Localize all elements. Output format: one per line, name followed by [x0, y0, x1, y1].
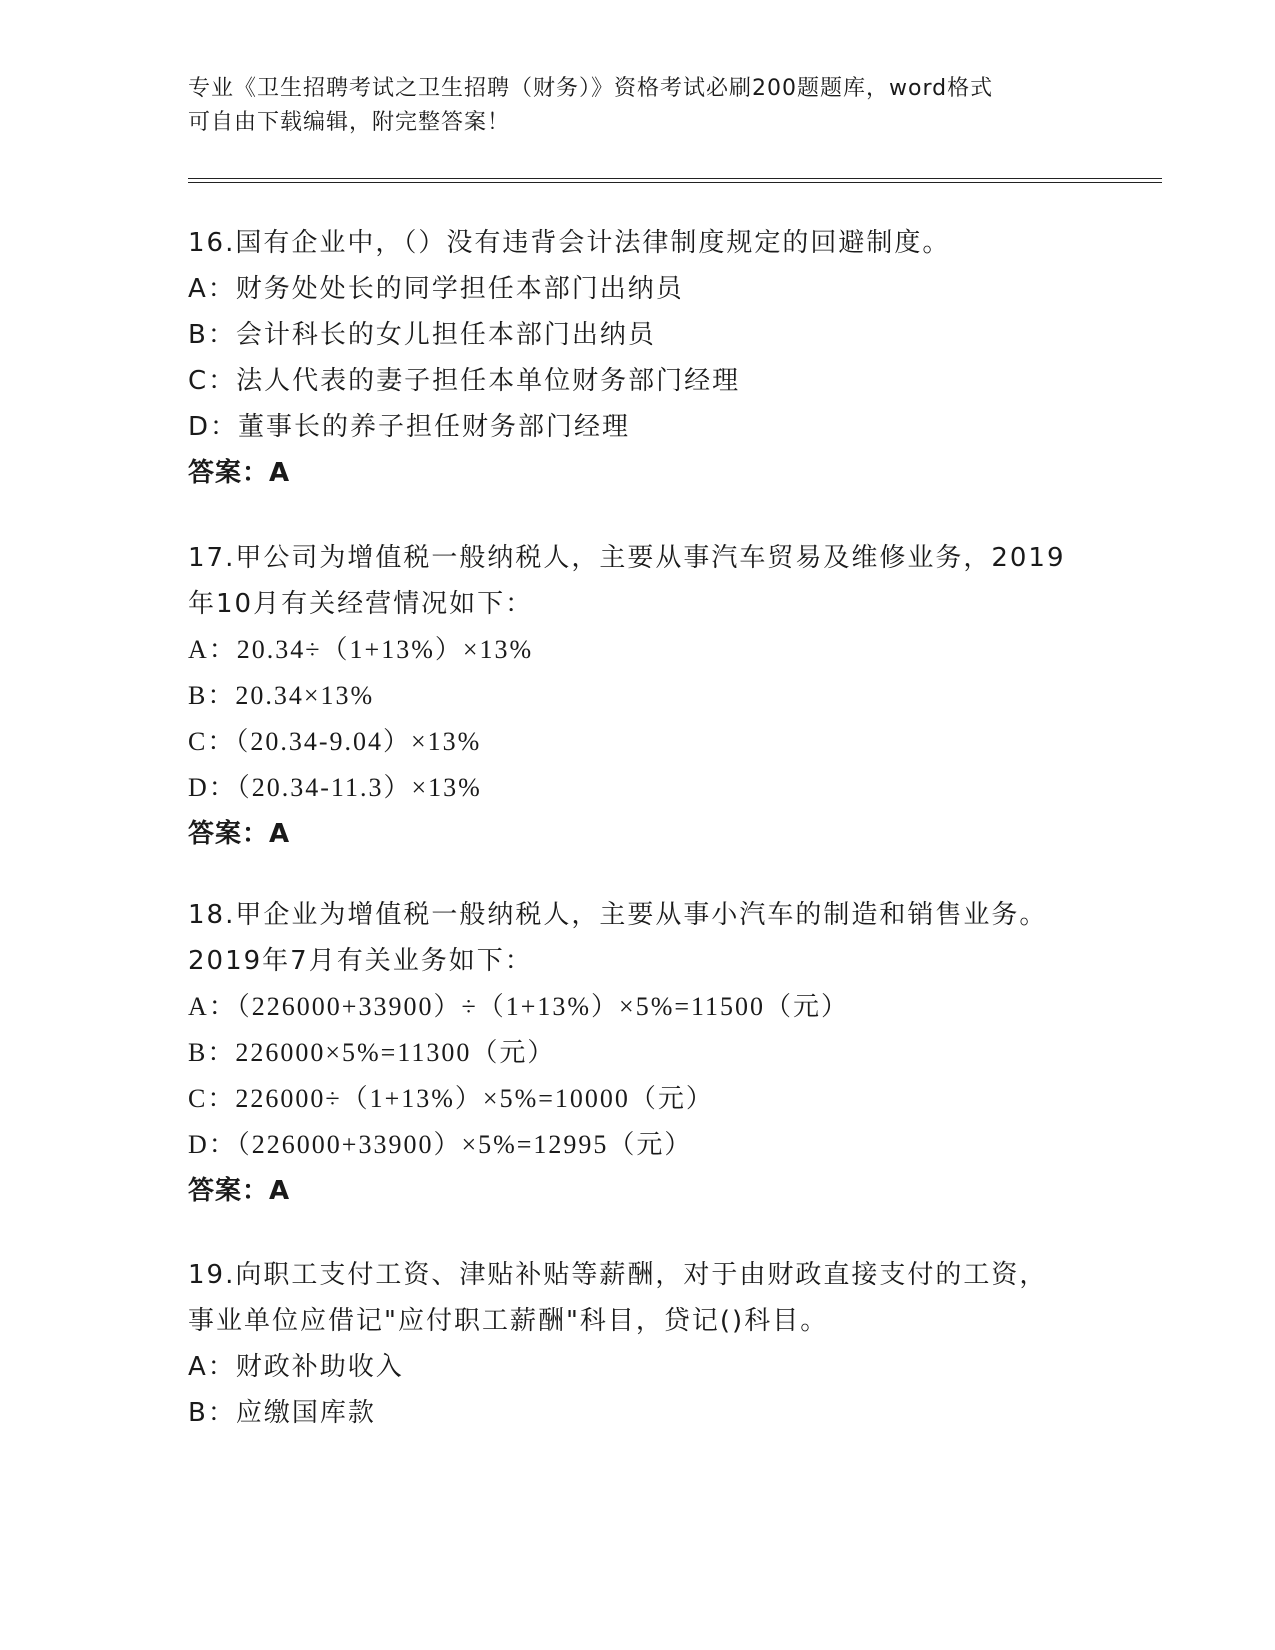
option-b: B：20.34×13% — [188, 681, 375, 710]
option-b: B：应缴国库款 — [188, 1398, 376, 1428]
document-header — [188, 72, 1088, 140]
option-a: A：20.34÷（1+13%）×13% — [188, 635, 534, 664]
question-19 — [188, 1252, 1088, 1436]
question-stem-line: 19.向职工支付工资、津贴补贴等薪酬，对于由财政直接支付的工资， — [188, 1260, 1048, 1290]
question-18 — [188, 892, 1088, 1214]
option-c: C：法人代表的妻子担任本单位财务部门经理 — [188, 366, 741, 396]
option-d: D：（20.34-11.3）×13% — [188, 773, 482, 802]
option-c: C：（20.34-9.04）×13% — [188, 727, 482, 756]
answer-label: 答案：A — [188, 819, 291, 849]
option-d: D：董事长的养子担任财务部门经理 — [188, 412, 631, 442]
question-16 — [188, 220, 1088, 496]
question-stem-line: 2019年7月有关业务如下： — [188, 946, 533, 976]
answer-label: 答案：A — [188, 458, 291, 488]
option-a: A：财务处处长的同学担任本部门出纳员 — [188, 274, 684, 304]
option-a: A：（226000+33900）÷（1+13%）×5%=11500（元） — [188, 992, 850, 1021]
question-stem-line: 事业单位应借记"应付职工薪酬"科目，贷记()科目。 — [188, 1306, 829, 1336]
answer-label: 答案：A — [188, 1176, 291, 1206]
question-stem-line: 16.国有企业中，（）没有违背会计法律制度规定的回避制度。 — [188, 228, 951, 258]
option-d: D：（226000+33900）×5%=12995（元） — [188, 1130, 693, 1159]
option-a: A：财政补助收入 — [188, 1352, 404, 1382]
option-b: B：226000×5%=11300（元） — [188, 1038, 556, 1067]
question-stem-line: 17.甲公司为增值税一般纳税人，主要从事汽车贸易及维修业务，2019 — [188, 543, 1066, 573]
option-c: C：226000÷（1+13%）×5%=10000（元） — [188, 1084, 714, 1113]
header-line-1: 专业《卫生招聘考试之卫生招聘（财务）》资格考试必刷200题题库，word格式 — [188, 76, 994, 101]
option-b: B：会计科长的女儿担任本部门出纳员 — [188, 320, 656, 350]
question-stem-line: 年10月有关经营情况如下： — [188, 589, 534, 619]
header-line-2: 可自由下载编辑，附完整答案！ — [188, 110, 511, 135]
header-divider-bottom — [188, 182, 1162, 183]
question-17 — [188, 535, 1088, 857]
header-divider-top — [188, 178, 1162, 179]
question-stem-line: 18.甲企业为增值税一般纳税人，主要从事小汽车的制造和销售业务。 — [188, 900, 1048, 930]
